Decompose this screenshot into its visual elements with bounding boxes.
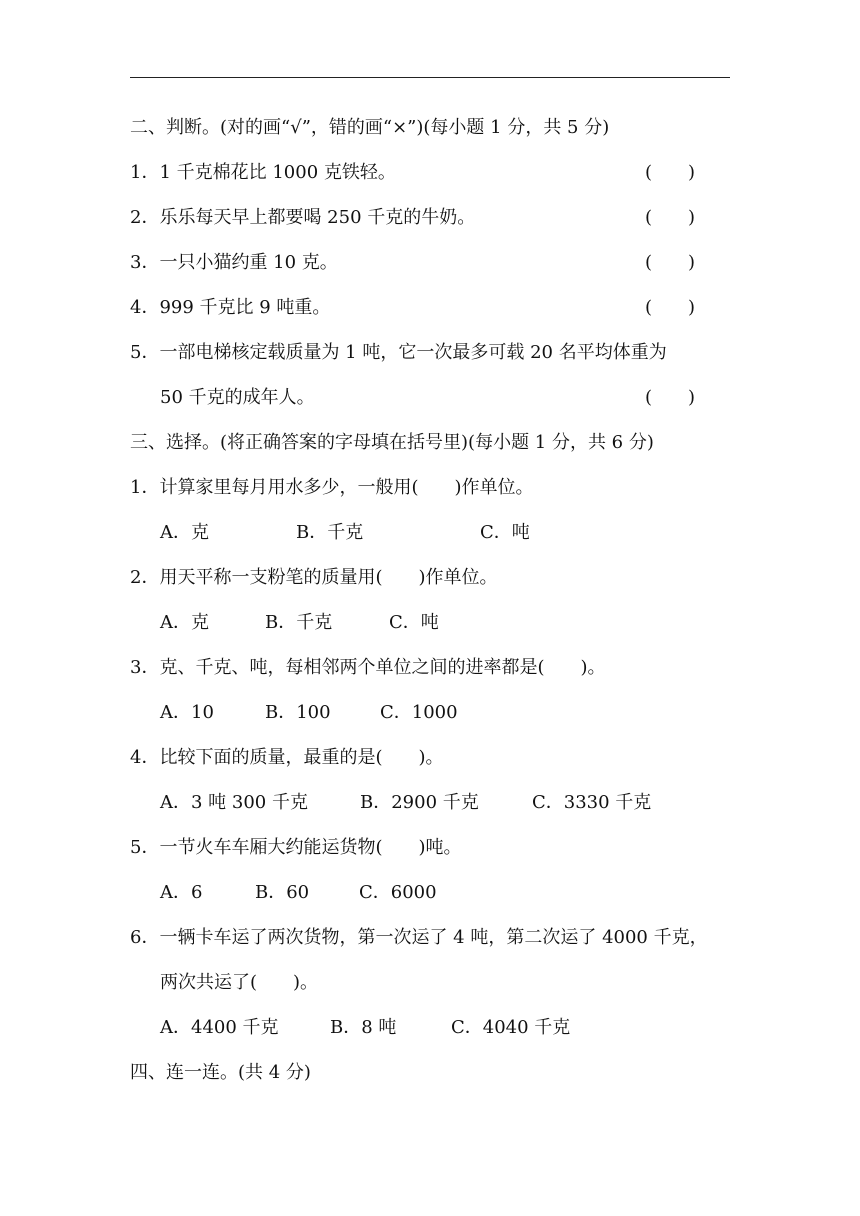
option-a[interactable]: A．6 <box>160 882 203 903</box>
option-a[interactable]: A．克 <box>160 522 209 543</box>
question-text: 3．克、千克、吨，每相邻两个单位之间的进率都是( )。 <box>130 657 606 678</box>
top-rule <box>130 77 730 78</box>
option-b[interactable]: B．2900 千克 <box>360 792 479 813</box>
option-c[interactable]: C．吨 <box>389 612 439 633</box>
option-b[interactable]: B．100 <box>265 702 331 723</box>
question-text: 1．1 千克棉花比 1000 克铁轻。 <box>130 162 396 183</box>
option-c[interactable]: C．3330 千克 <box>532 792 652 813</box>
question-text: 6．一辆卡车运了两次货物，第一次运了 4 吨，第二次运了 4000 千克， <box>130 927 708 948</box>
option-b[interactable]: B．60 <box>255 882 310 903</box>
option-a[interactable]: A．10 <box>160 702 214 723</box>
option-a[interactable]: A．4400 千克 <box>160 1017 279 1038</box>
option-b[interactable]: B．千克 <box>296 522 364 543</box>
section-heading-matching: 四、连一连。(共 4 分) <box>130 1062 311 1083</box>
option-a[interactable]: A．克 <box>160 612 209 633</box>
question-text: 2．用天平称一支粉笔的质量用( )作单位。 <box>130 567 498 588</box>
question-text-continued: 两次共运了( )。 <box>160 972 319 993</box>
answer-blank[interactable]: ( ) <box>645 162 696 183</box>
question-text: 4．比较下面的质量，最重的是( )。 <box>130 747 444 768</box>
option-c[interactable]: C．4040 千克 <box>451 1017 571 1038</box>
question-text-continued: 50 千克的成年人。 <box>160 387 315 408</box>
section-heading-choice: 三、选择。(将正确答案的字母填在括号里)(每小题 1 分，共 6 分) <box>130 432 654 453</box>
question-text: 4．999 千克比 9 吨重。 <box>130 297 331 318</box>
question-text: 2．乐乐每天早上都要喝 250 千克的牛奶。 <box>130 207 476 228</box>
section-heading-judgement: 二、判断。(对的画“√”，错的画“×”)(每小题 1 分，共 5 分) <box>130 117 610 138</box>
option-b[interactable]: B．8 吨 <box>330 1017 397 1038</box>
answer-blank[interactable]: ( ) <box>645 252 696 273</box>
answer-blank[interactable]: ( ) <box>645 207 696 228</box>
answer-blank[interactable]: ( ) <box>645 387 696 408</box>
question-text: 5．一节火车车厢大约能运货物( )吨。 <box>130 837 462 858</box>
question-text: 1．计算家里每月用水多少，一般用( )作单位。 <box>130 477 534 498</box>
option-c[interactable]: C．吨 <box>480 522 530 543</box>
answer-blank[interactable]: ( ) <box>645 297 696 318</box>
option-a[interactable]: A．3 吨 300 千克 <box>160 792 308 813</box>
option-b[interactable]: B．千克 <box>265 612 333 633</box>
option-c[interactable]: C．1000 <box>380 702 458 723</box>
question-text: 3．一只小猫约重 10 克。 <box>130 252 338 273</box>
option-c[interactable]: C．6000 <box>359 882 437 903</box>
question-text: 5．一部电梯核定载质量为 1 吨，它一次最多可载 20 名平均体重为 <box>130 342 667 363</box>
